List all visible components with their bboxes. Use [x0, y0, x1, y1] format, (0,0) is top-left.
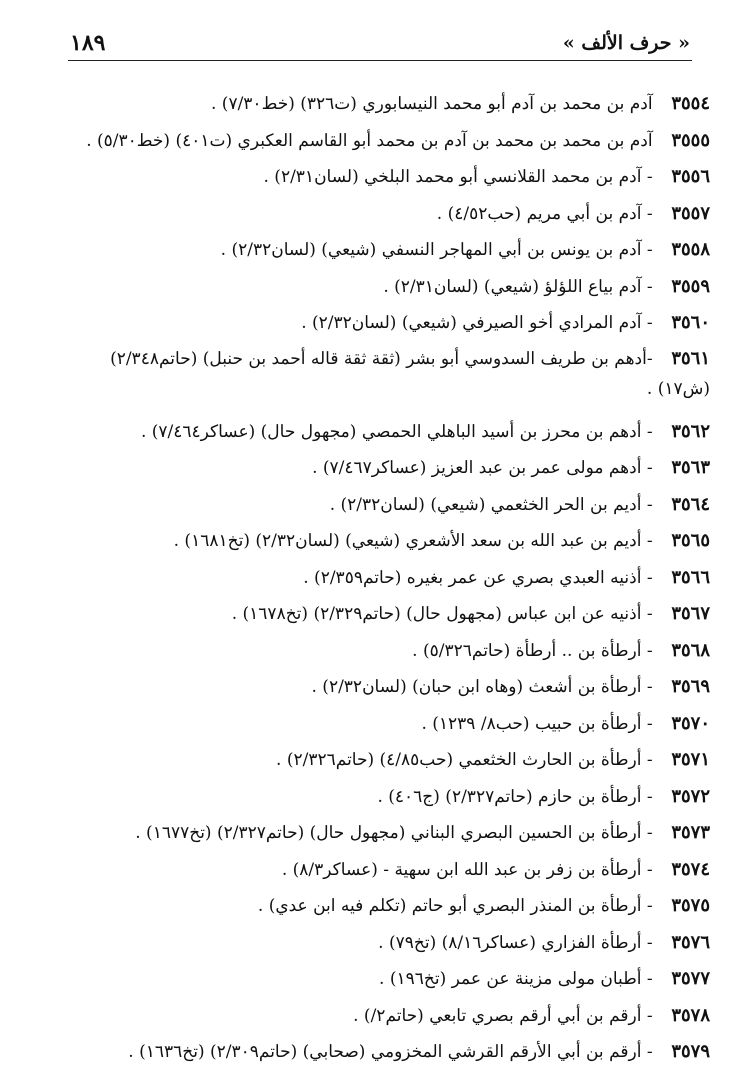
- page-title: « حرف الألف »: [562, 32, 690, 54]
- entry-number: ٣٥٧٣: [671, 822, 710, 843]
- entry-text: - أرطأة بن حازم (حاتم٢/٣٢٧) (ج٤٠٦) .: [377, 786, 653, 807]
- entry-number: ٣٥٦٠: [671, 312, 710, 333]
- entry-text: - أرطأة بن أشعث (وهاه ابن حبان) (لسان٢/٣٢) .: [311, 677, 653, 697]
- list-item: [60, 998, 710, 1035]
- entry-number: ٣٥٧٩: [671, 1041, 710, 1062]
- entry-number: ٣٥٥٤: [671, 93, 710, 114]
- list-item: [60, 633, 710, 670]
- list-item: [60, 961, 710, 998]
- entry-number: ٣٥٦٤: [671, 493, 710, 515]
- list-item: [60, 779, 710, 816]
- entry-text: - أديم بن عبد الله بن سعد الأشعري (شيعي) (لسان٢/٣٢) (تخ١٦٨١) .: [173, 531, 653, 551]
- list-item: [60, 852, 710, 889]
- entry-number: ٣٥٥٧: [671, 202, 710, 224]
- entry-number: ٣٥٧٢: [671, 785, 710, 807]
- entry-text: - أرطأة الفزاري (عساكر٨/١٦) (تخ٧٩) .: [378, 932, 653, 953]
- page-number: ١٨٩: [70, 30, 106, 56]
- entry-number: ٣٥٧٥: [671, 895, 710, 916]
- entry-text: - أطبان مولى مزينة عن عمر (تخ١٩٦) .: [379, 969, 653, 989]
- entry-number: ٣٥٦٦: [671, 566, 710, 588]
- list-item: [60, 669, 710, 706]
- list-item: [60, 888, 710, 925]
- entry-text: - أذنيه العبدي بصري عن عمر بغيره (حاتم٢/٣٥٩) .: [303, 567, 653, 588]
- entry-number: ٣٥٦١: [671, 347, 710, 369]
- entry-number: ٣٥٦٣: [671, 457, 710, 478]
- entry-number: ٣٥٧٧: [671, 968, 710, 989]
- entry-number: ٣٥٥٩: [671, 275, 710, 297]
- entry-number: ٣٥٦٩: [671, 676, 710, 697]
- entry-text: - أرطأة بن المنذر البصري أبو حاتم (تكلم فيه ابن عدي) .: [257, 896, 653, 916]
- entry-number: ٣٥٥٥: [671, 129, 710, 151]
- entry-number: ٣٥٦٧: [671, 603, 710, 624]
- entry-text: آدم بن محمد بن آدم أبو محمد النيسابوري (ت٣٢٦) (خط٧/٣٠) .: [210, 94, 653, 114]
- list-item: [60, 596, 710, 633]
- list-item: [60, 305, 710, 342]
- list-item: [60, 414, 710, 451]
- list-item: [60, 925, 710, 962]
- list-item: [60, 523, 710, 560]
- entry-text: - أرطأة بن .. أرطأة (حاتم٥/٣٢٦) .: [412, 640, 653, 661]
- entry-text: -أدهم بن طريف السدوسي أبو بشر (ثقة ثقة قاله أحمد بن حنبل) (حاتم٢/٣٤٨) (ش١٧) .: [110, 348, 710, 399]
- entry-number: ٣٥٧٤: [671, 858, 710, 880]
- entry-text: - أذنيه عن ابن عباس (مجهول حال) (حاتم٢/٣٢٩) (تخ١٦٧٨) .: [231, 604, 653, 624]
- entry-text: - أرقم بن أبي أرقم بصري تابعي (حاتم٢/) .: [353, 1005, 653, 1026]
- list-item: [60, 342, 710, 414]
- entry-number: ٣٥٧٨: [671, 1004, 710, 1026]
- list-item: [60, 815, 710, 852]
- entry-text: - أرطأة بن زفر بن عبد الله ابن سهية - (عساكر٨/٣) .: [281, 859, 653, 880]
- list-item: [60, 742, 710, 779]
- entry-number: ٣٥٥٦: [671, 166, 710, 187]
- list-item: [60, 706, 710, 743]
- entry-text: - أرطأة بن الحارث الخثعمي (حب٤/٨٥) (حاتم٢/٣٢٦) .: [276, 750, 653, 770]
- entry-text: - آدم المرادي أخو الصيرفي (شيعي) (لسان٢/٣٢) .: [301, 313, 653, 333]
- entry-text: آدم بن محمد بن محمد بن آدم بن محمد أبو القاسم العكبري (ت٤٠١) (خط٥/٣٠) .: [86, 130, 653, 151]
- list-item: [60, 1034, 710, 1071]
- header-divider: [68, 60, 692, 61]
- list-item: [60, 487, 710, 524]
- entry-number: ٣٥٦٢: [671, 420, 710, 442]
- entry-number: ٣٥٧١: [671, 749, 710, 770]
- entry-text: - آدم بن محمد القلانسي أبو محمد البلخي (لسان٢/٣١) .: [263, 167, 653, 187]
- entry-number: ٣٥٧٦: [671, 931, 710, 953]
- entry-number: ٣٥٥٨: [671, 239, 710, 260]
- list-item: [60, 450, 710, 487]
- list-item: [60, 123, 710, 160]
- entry-number: ٣٥٦٨: [671, 639, 710, 661]
- list-item: [60, 196, 710, 233]
- entry-text: - أرقم بن أبي الأرقم القرشي المخزومي (صحابي) (حاتم٢/٣٠٩) (تخ١٦٣٦) .: [128, 1042, 653, 1062]
- list-item: [60, 86, 710, 123]
- entry-number: ٣٥٧٠: [671, 712, 710, 734]
- entry-text: - أدهم بن محرز بن أسيد الباهلي الحمصي (مجهول حال) (عساكر٧/٤٦٤) .: [140, 421, 653, 442]
- entry-text: - آدم بن يونس بن أبي المهاجر النسفي (شيعي) (لسان٢/٣٢) .: [220, 240, 653, 260]
- entry-text: - أرطأة بن الحسين البصري البناني (مجهول حال) (حاتم٢/٣٢٧) (تخ١٦٧٧) .: [135, 823, 653, 843]
- entry-text: - آدم بياع اللؤلؤ (شيعي) (لسان٢/٣١) .: [383, 276, 653, 297]
- entry-text: - أدهم مولى عمر بن عبد العزيز (عساكر٧/٤٦٧) .: [312, 458, 653, 478]
- list-item: [60, 159, 710, 196]
- list-item: [60, 560, 710, 597]
- entry-list: [60, 86, 710, 1071]
- entry-text: - آدم بن أبي مريم (حب٤/٥٢) .: [436, 203, 653, 224]
- list-item: [60, 269, 710, 306]
- list-item: [60, 232, 710, 269]
- entry-number: ٣٥٦٥: [671, 530, 710, 551]
- entry-text: - أرطأة بن حبيب (حب٨/ ١٢٣٩) .: [421, 713, 653, 734]
- entry-text: - أديم بن الحر الخثعمي (شيعي) (لسان٢/٣٢) .: [329, 494, 653, 515]
